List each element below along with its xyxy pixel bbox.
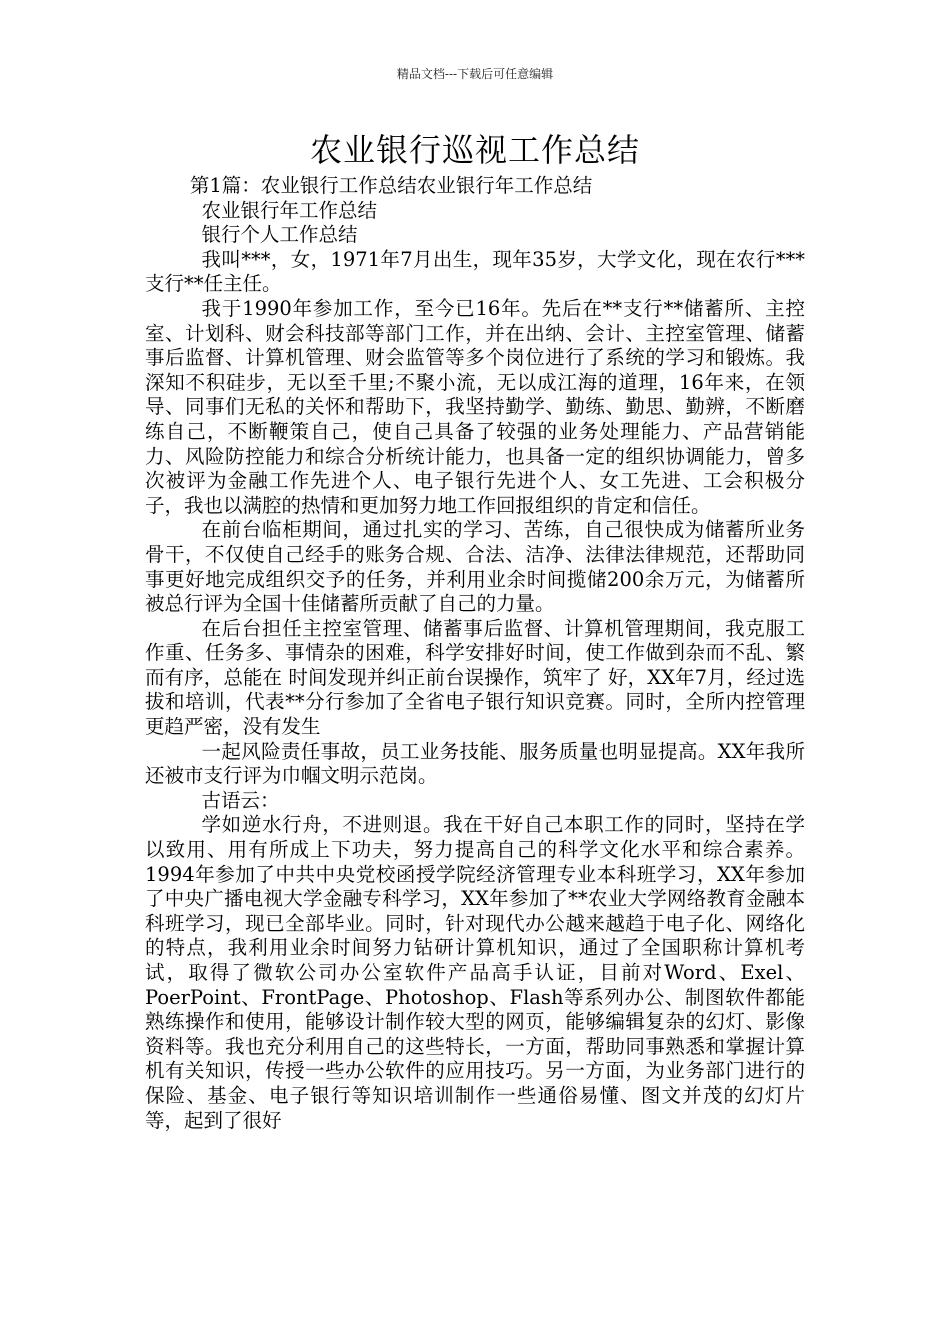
paragraph-career: 我于1990年参加工作，至今已16年。先后在**支行**储蓄所、主控室、计划科、财会科技部等部门工作，并在出纳、会计、主控室管理、储蓄事后监督、计算机管理、财会监管等多个岗位进行了系统的学习和锻炼。我深知不积硅步，无以至千里;不聚小流，无以成江海的道理，16年来，在领导、同事们无私的关怀和帮助下，我坚持勤学、勤练、勤思、勤辨，不断磨练自己，不断鞭策自己，使自己具备了较强的业务处理能力、产品营销能力、风险防控能力和综合分析统计能力，也具备一定的组织协调能力，曾多次被评为金融工作先进个人、电子银行先进个人、女工先进、工会积极分子，我也以满腔的热情和更加努力地工作回报组织的肯定和信任。	[145, 296, 805, 517]
section-heading: 农业银行年工作总结	[201, 198, 378, 222]
document-title: 农业银行巡视工作总结	[309, 131, 640, 169]
paragraph-intro: 我叫***，女，1971年7月出生，现年35岁，大学文化，现在农行***支行**任主任。	[145, 247, 805, 296]
document-body	[145, 174, 805, 1133]
chapter-heading: 第1篇：农业银行工作总结农业银行年工作总结	[189, 174, 593, 197]
header-watermark: 精品文档---下载后可任意编辑	[396, 67, 554, 81]
paragraph-front-desk: 在前台临柜期间，通过扎实的学习、苦练，自己很快成为储蓄所业务骨干，不仅使自己经手的账务合规、合法、洁净、法律法律规范，还帮助同事更好地完成组织交予的任务，并利用业余时间揽储200余万元，为储蓄所被总行评为全国十佳储蓄所贡献了自己的力量。	[145, 518, 805, 616]
paragraph-saying: 古语云：	[201, 788, 280, 812]
subsection-heading: 银行个人工作总结	[201, 223, 358, 247]
paragraph-risk: 一起风险责任事故，员工业务技能、服务质量也明显提高。XX年我所还被市支行评为巾帼文明示范岗。	[145, 739, 805, 788]
paragraph-study: 学如逆水行舟，不进则退。我在干好自己本职工作的同时，坚持在学以致用、用有所成上下功夫，努力提高自己的科学文化水平和综合素养。1994年参加了中共中央党校函授学院经济管理专业本科班学习，XX年参加了中央广播电视大学金融专科学习，XX年参加了**农业大学网络教育金融本科班学习，现已全部毕业。同时，针对现代办公越来越趋于电子化、网络化的特点，我利用业余时间努力钻研计算机知识，通过了全国职称计算机考试，取得了微软公司办公室软件产品高手认证，目前对Word、Exel、PoerPoint、FrontPage、Photoshop、Flash等系列办公、制图软件都能熟练操作和使用，能够设计制作较大型的网页，能够编辑复杂的幻灯、影像资料等。我也充分利用自己的这些特长，一方面，帮助同事熟悉和掌握计算机有关知识，传授一些办公软件的应用技巧。另一方面，为业务部门进行的保险、基金、电子银行等知识培训制作一些通俗易懂、图文并茂的幻灯片等，起到了很好	[145, 813, 805, 1132]
paragraph-back-office: 在后台担任主控室管理、储蓄事后监督、计算机管理期间，我克服工作重、任务多、事情杂的困难，科学安排好时间，使工作做到杂而不乱、繁而有序，总能在 时间发现并纠正前台误操作，筑牢了 好，XX年7月，经过选拔和培训，代表**分行参加了全省电子银行知识竞赛。同时，全所内控管理更趋严密，没有发生	[145, 616, 805, 739]
